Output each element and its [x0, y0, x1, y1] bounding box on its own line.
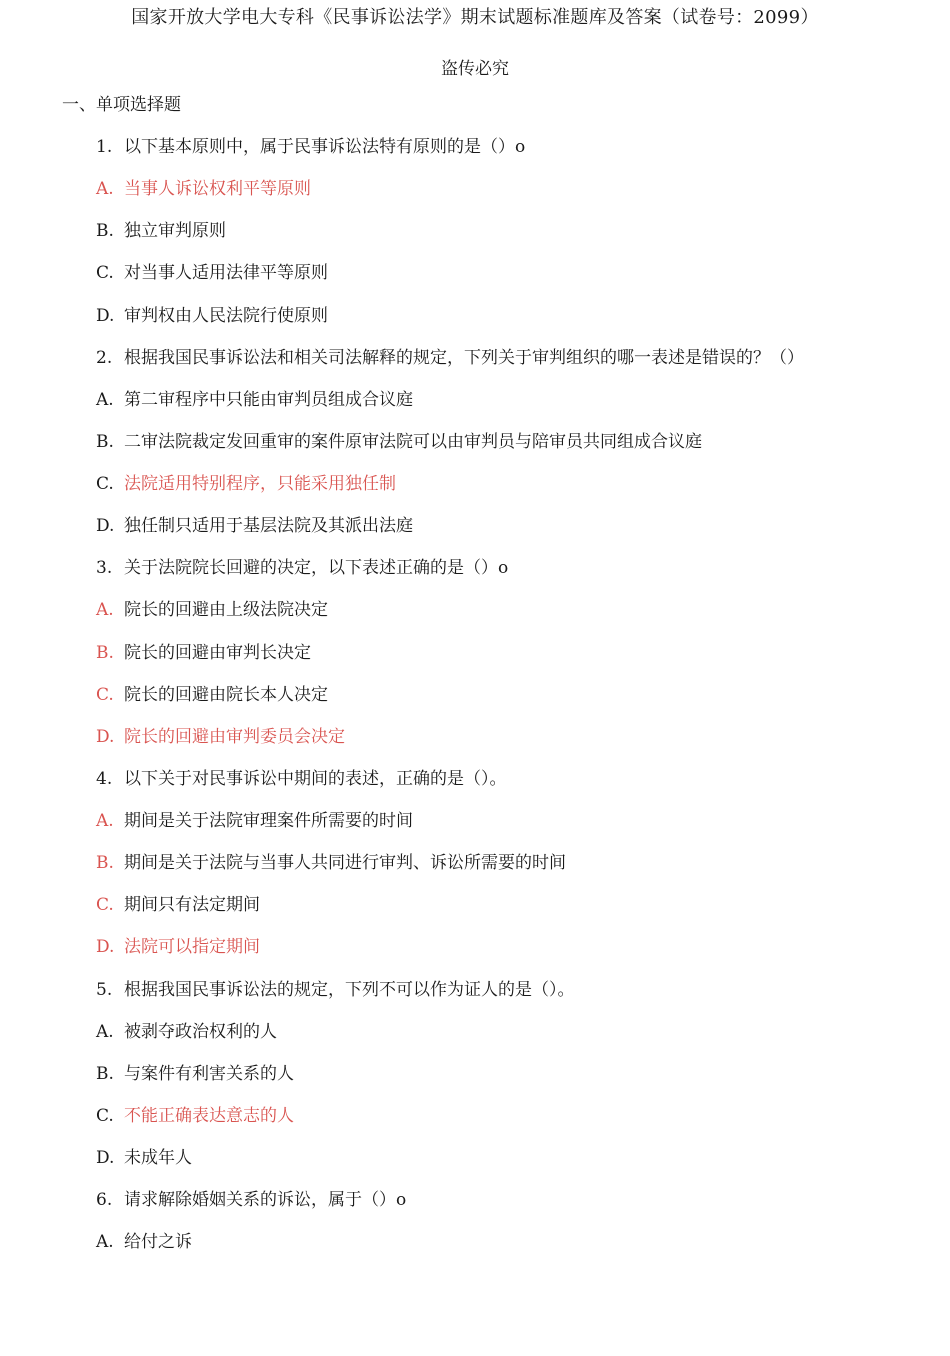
- question-stem: [96, 768, 930, 810]
- question-stem: [96, 136, 930, 178]
- option-text: 期间只有法定期间: [124, 895, 260, 916]
- option-text: 给付之诉: [124, 1232, 192, 1253]
- option-text: 当事人诉讼权利平等原则: [124, 179, 311, 200]
- question-text: 根据我国民事诉讼法的规定，下列不可以作为证人的是（）。: [124, 979, 575, 1000]
- question-text: 以下关于对民事诉讼中期间的表述，正确的是（）。: [124, 768, 507, 789]
- option-text: 院长的回避由审判委员会决定: [124, 726, 345, 747]
- question-stem: [96, 347, 930, 389]
- option-text: 法院适用特别程序，只能采用独任制: [124, 474, 396, 494]
- option-text: 被剥夺政治权利的人: [124, 1021, 277, 1042]
- answer-option: [96, 1231, 930, 1273]
- answer-option: [96, 220, 930, 262]
- answer-option: [96, 1105, 930, 1147]
- option-text: 对当事人适用法律平等原则: [124, 263, 328, 284]
- question-number: 6.: [96, 1190, 113, 1211]
- option-text: 院长的回避由审判长决定: [124, 642, 311, 663]
- option-letter: B.: [96, 642, 114, 663]
- option-text: 法院可以指定期间: [124, 937, 260, 958]
- option-letter: C.: [96, 263, 114, 284]
- option-text: 院长的回避由上级法院决定: [124, 600, 328, 621]
- answer-option: [96, 599, 930, 641]
- option-letter: A.: [96, 811, 114, 831]
- option-letter: A.: [96, 389, 114, 410]
- question-list: [96, 136, 930, 1273]
- option-text: 二审法院裁定发回重审的案件原审法院可以由审判员与陪审员共同组成合议庭: [124, 431, 702, 452]
- option-letter: B.: [96, 431, 114, 452]
- answer-option: [96, 389, 930, 431]
- answer-option: [96, 726, 930, 768]
- option-letter: D.: [96, 516, 115, 537]
- option-text: 院长的回避由院长本人决定: [124, 684, 328, 705]
- answer-option: [96, 642, 930, 684]
- answer-option: [96, 1147, 930, 1189]
- option-letter: A.: [96, 1021, 114, 1042]
- question-stem: [96, 979, 930, 1021]
- question-number: 4.: [96, 768, 113, 789]
- answer-option: [96, 473, 930, 515]
- question-number: 5.: [96, 979, 113, 1000]
- answer-option: [96, 515, 930, 557]
- question-text: 根据我国民事诉讼法和相关司法解释的规定，下列关于审判组织的哪一表述是错误的？（）: [124, 347, 804, 368]
- answer-option: [96, 936, 930, 978]
- answer-option: [96, 1063, 930, 1105]
- option-letter: D.: [96, 305, 115, 326]
- option-text: 未成年人: [124, 1148, 192, 1168]
- option-letter: D.: [96, 937, 115, 958]
- option-letter: A.: [96, 600, 114, 621]
- answer-option: [96, 684, 930, 726]
- answer-option: [96, 305, 930, 347]
- option-letter: D.: [96, 1148, 115, 1168]
- question-stem: [96, 557, 930, 599]
- answer-option: [96, 178, 930, 220]
- question-number: 1.: [96, 137, 113, 157]
- option-letter: C.: [96, 895, 114, 916]
- question-number: 3.: [96, 558, 113, 579]
- option-text: 独任制只适用于基层法院及其派出法庭: [124, 516, 413, 537]
- option-text: 不能正确表达意志的人: [124, 1105, 294, 1126]
- document-subtitle: 盗传必究: [441, 59, 509, 79]
- option-letter: C.: [96, 474, 114, 494]
- option-text: 与案件有利害关系的人: [124, 1063, 294, 1084]
- answer-option: [96, 262, 930, 304]
- answer-option: [96, 810, 930, 852]
- question-text: 关于法院院长回避的决定，以下表述正确的是（）o: [124, 558, 509, 579]
- option-letter: D.: [96, 726, 115, 747]
- answer-option: [96, 894, 930, 936]
- document-title: 国家开放大学电大专科《民事诉讼法学》期末试题标准题库及答案（试卷号：2099）: [131, 7, 819, 28]
- option-text: 第二审程序中只能由审判员组成合议庭: [124, 389, 413, 410]
- option-letter: B.: [96, 221, 114, 242]
- option-text: 期间是关于法院审理案件所需要的时间: [124, 811, 413, 831]
- option-text: 独立审判原则: [124, 221, 226, 242]
- question-text: 请求解除婚姻关系的诉讼，属于（）o: [124, 1190, 407, 1211]
- option-letter: B.: [96, 1063, 114, 1084]
- question-number: 2.: [96, 347, 113, 368]
- option-letter: B.: [96, 853, 114, 874]
- question-stem: [96, 1189, 930, 1231]
- option-text: 期间是关于法院与当事人共同进行审判、诉讼所需要的时间: [124, 853, 566, 874]
- option-letter: A.: [96, 179, 114, 200]
- option-letter: A.: [96, 1232, 114, 1253]
- answer-option: [96, 431, 930, 473]
- question-text: 以下基本原则中，属于民事诉讼法特有原则的是（）o: [124, 137, 526, 157]
- option-letter: C.: [96, 1105, 114, 1126]
- option-letter: C.: [96, 684, 114, 705]
- answer-option: [96, 852, 930, 894]
- answer-option: [96, 1021, 930, 1063]
- section-heading: 一、单项选择题: [62, 95, 181, 115]
- option-text: 审判权由人民法院行使原则: [124, 305, 328, 326]
